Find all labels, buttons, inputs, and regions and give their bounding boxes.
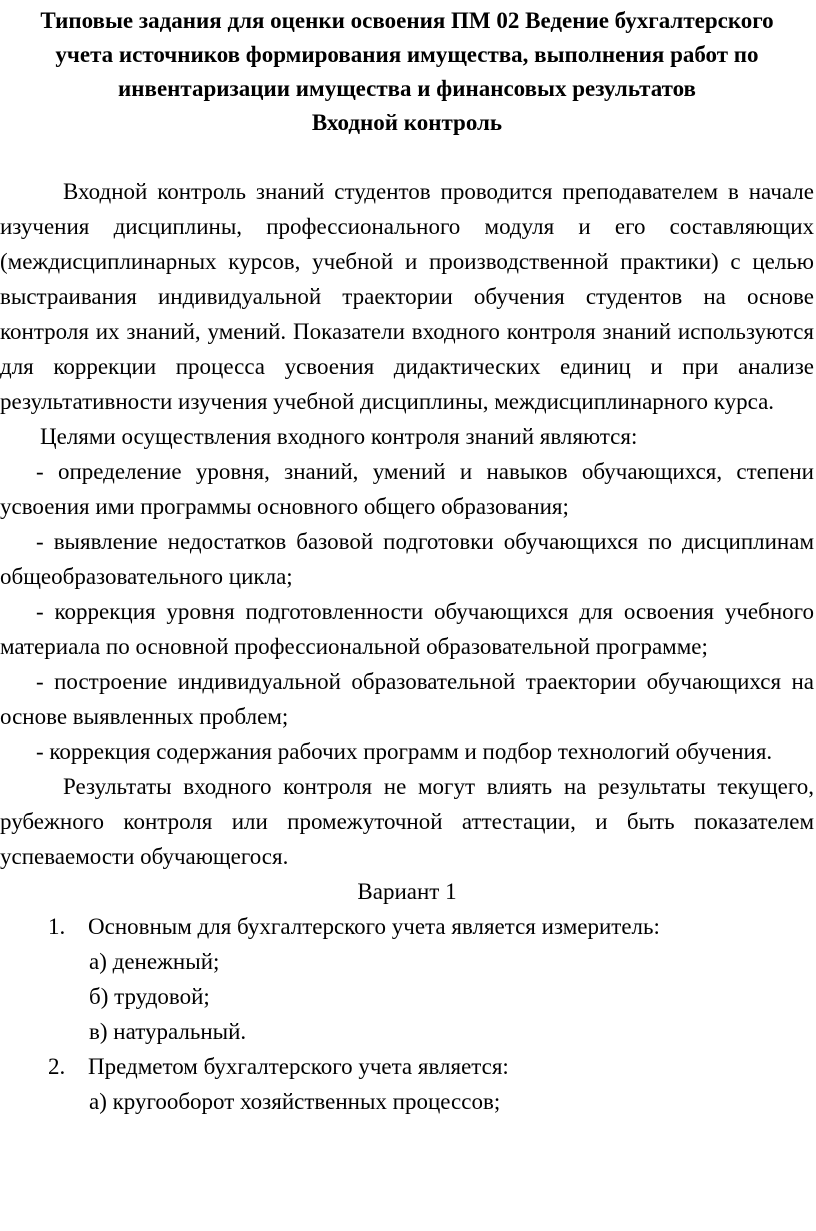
section-heading: Входной контроль <box>311 110 503 135</box>
goal-item: - определение уровня, знаний, умений и навыков обучающихся, степени усвоения ими программы основного общего образования; <box>0 459 814 519</box>
intro-paragraph: Входной контроль знаний студентов проводится преподавателем в начале изучения дисциплины, профессионального модуля и его составляющих (междисциплинарных курсов, учебной и производственной практики) с целью выстраивания индивидуальной траектории обучения студентов на основе контроля их знаний, умений. Показатели входного контроля знаний используются для коррекции процесса усвоения дидактических единиц и при анализе результативности изучения учебной дисциплины, междисциплинарного курса. <box>0 179 814 414</box>
answer-option: а) денежный; <box>89 949 220 974</box>
answer-option: б) трудовой; <box>89 984 210 1009</box>
title-line: Типовые задания для оценки освоения ПМ 02 Ведение бухгалтерского <box>40 8 774 33</box>
answer-option: а) кругооборот хозяйственных процессов; <box>89 1089 501 1114</box>
goal-item: - построение индивидуальной образовательной траектории обучающихся на основе выявленных проблем; <box>0 669 814 729</box>
goal-item: - коррекция уровня подготовленности обучающихся для освоения учебного материала по основной профессиональной образовательной программе; <box>0 599 814 659</box>
variant-label: Вариант 1 <box>357 879 457 904</box>
results-paragraph: Результаты входного контроля не могут влиять на результаты текущего, рубежного контроля или промежуточной аттестации, и быть показателем успеваемости обучающегося. <box>0 774 814 869</box>
title-line: учета источников формирования имущества, выполнения работ по <box>55 42 759 67</box>
question <box>0 1049 814 1084</box>
title-line: инвентаризации имущества и финансовых результатов <box>118 76 696 101</box>
goal-item: - коррекция содержания рабочих программ и подбор технологий обучения. <box>36 739 773 764</box>
answer-option: в) натуральный. <box>89 1019 247 1044</box>
question-text: Предметом бухгалтерского учета является: <box>88 1054 509 1079</box>
question-list <box>0 909 814 1119</box>
blank-line <box>0 140 814 174</box>
question-text: Основным для бухгалтерского учета является измеритель: <box>88 914 660 939</box>
document-title <box>0 4 814 140</box>
question-number: 2. <box>48 1054 66 1079</box>
question-number: 1. <box>48 914 66 939</box>
question <box>0 909 814 944</box>
goal-item: - выявление недостатков базовой подготовки обучающихся по дисциплинам общеобразовательного цикла; <box>0 529 814 589</box>
goals-heading: Целями осуществления входного контроля знаний являются: <box>40 424 638 449</box>
